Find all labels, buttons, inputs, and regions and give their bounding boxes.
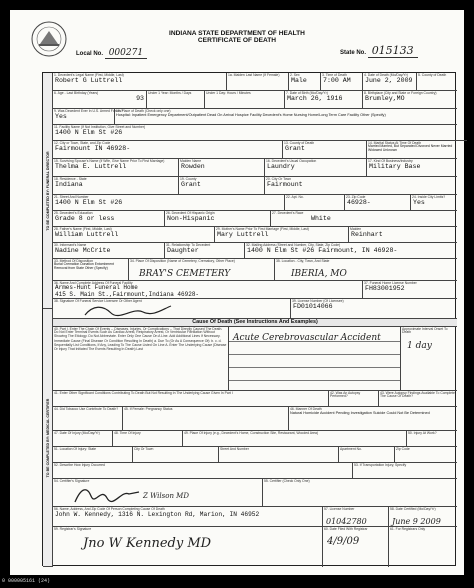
field-29b-mother-maiden: Maiden Reinhart <box>349 227 457 243</box>
field-29-mother-name: 29. Mother's Name Prior To First Marriage (First, Middle, Last) Mary Luttrell <box>215 227 349 243</box>
field-21-street: 21. Street And Number 1400 N Elm St #26 <box>53 195 285 211</box>
local-no-value: 000271 <box>105 48 147 59</box>
field-1-legal-name: 1. Decedent's Legal Name (First, Middle, Last) Robert G Luttrell <box>53 73 227 91</box>
state-no-value: 015133 <box>368 44 418 58</box>
state-title: INDIANA STATE DEPARTMENT OF HEALTH <box>169 30 305 37</box>
field-32-mailing-address: 32. Mailing Address (Street and Number, City, State, Zip Code) 1400 N Elm St #26 Fairmount, IN 46928- <box>245 243 457 259</box>
field-12-city-state-zip: 12. City or Town, State, and Zip Code Fairmount IN 46928- <box>53 141 283 159</box>
field-13-county-of-death: 13. County of Death Grant <box>283 141 367 159</box>
field-3-time-of-death: 3. Time of Death 7:00 AM <box>321 73 363 91</box>
field-22-apt: 22. Apt. No. <box>285 195 345 211</box>
field-39-licensee-number: 39. License Number (Of Licensee) FD01014066 <box>291 299 457 319</box>
field-45-pregnancy: 45. If Female: Pregnancy Status <box>123 407 289 431</box>
field-34-place-of-disposition: 34. Place Of Disposition (Name of Cemetery, Crematory, Other Place) BRAY'S CEMETERY <box>129 259 275 281</box>
certificate-title: CERTIFICATE OF DEATH <box>197 37 277 44</box>
field-6a-under-1-year: Under 1 Year: Months / Days <box>147 91 205 109</box>
field-47-injury-date: 47. Date Of Injury (Mo/Day/Yr) <box>53 431 113 447</box>
field-57-license-number: 57. License Number 01042780 <box>323 507 389 527</box>
field-51d-injury-apt: Apartment No. <box>339 447 395 463</box>
cause-of-death-band: Cause Of Death (See Instructions And Examples) <box>53 319 457 327</box>
certificate-sheet <box>10 10 464 575</box>
field-33-disposition-method: 33. Method Of Disposition Burial Cremation Donation Entombment Removal from State Other (Specify) <box>53 259 129 281</box>
field-26-hispanic-origin: 26. Decedent Of Hispanic Origin Non-Hispanic <box>165 211 271 227</box>
field-24-city-limits: 24. Inside City Limits? Yes <box>411 195 457 211</box>
field-40-cause-entry <box>229 327 401 391</box>
field-8-birthplace: 8. Birthplace (City and State or Foreign Country) Brumley,MO <box>363 91 457 109</box>
field-20-residence-city: 20. City Or Town Fairmount <box>265 177 457 195</box>
field-16-occupation: 16. Decedent's Usual Occupation Laundry <box>265 159 367 177</box>
field-15-spouse-name: 15. Surviving Spouse's Name (If Wife, Give Name Prior To First Marriage) Thelma E. Luttrell <box>53 159 179 177</box>
field-44-tobacco: 44. Did Tobacco Use Contribute To Death? <box>53 407 123 431</box>
field-25-education: 25. Decedent's Education Grade 8 or less <box>53 211 165 227</box>
field-46-manner: 46. Manner Of Death Natural Homicide Accident Pending Investigation Suicide Could Not Be Determined <box>289 407 457 431</box>
field-18-residence-state: 18. Residence - State Indiana <box>53 177 179 195</box>
field-58-date-certified: 58. Date Certified (Mo/Day/Yr) June 9 2009 <box>389 507 457 527</box>
field-7-date-of-birth: 7. Date of Birth (Mo/Day/Yr) March 26, 1916 <box>285 91 363 109</box>
field-17-business: 17. Kind Of Business/Industry Military Base <box>367 159 457 177</box>
field-11-facility-name: 11. Facility Name (If Not Institution, Give Street and Number) 1400 N Elm St #26 <box>53 125 467 141</box>
footer-id: 0 000005161 (24) <box>2 578 51 584</box>
state-number-block <box>340 46 418 56</box>
local-no-label: Local No. <box>76 51 104 57</box>
field-61-registrar-only: 61. For Registrars Only <box>390 526 426 531</box>
field-9-armed-forces: 9. Was Decedent Ever In U.S. Armed Forces? Yes <box>53 109 115 125</box>
field-54-certifier-signature: 54. Certifier's Signature Z Wilson MD <box>53 479 263 507</box>
field-35-disposition-location: 35. Location - City, Town, And State IBERIA, MO <box>275 259 457 281</box>
field-40-interval: Approximate Interval Onset To Death 1 day <box>401 327 457 391</box>
field-56-completer-address: 56. Name, Address, And Zip Code Of Person Completing Cause Of Death John W. Kennedy, 1316 N. Lexington Rd, Marion, IN 46952 <box>53 507 323 527</box>
side-label-decedent: TO BE COMPLETED BY: FUNERAL DIRECTOR <box>43 73 53 309</box>
field-14-marital-status: 14. Marital Status At Time Of Death Married Married, But Separated Divorced Never Married Widowed Unknown <box>367 141 457 159</box>
local-number-block <box>76 48 147 58</box>
field-59-registrar-signature: 59. Registrar's Signature Jno W Kennedy MD <box>53 527 323 567</box>
field-30-informant: 30. Informant's Name Nadine McCrite <box>53 243 165 259</box>
field-6b-under-1-day: Under 1 Day: Hours / Minutes <box>205 91 285 109</box>
field-38-licensee-signature: 38. Signature Of Funeral Service Licensee Or Other Agent <box>53 299 291 319</box>
field-4-date-of-death: 4. Date of Death (Mo/Day/Yr) June 2, 2009 <box>363 73 417 91</box>
state-no-label: State No. <box>340 50 367 56</box>
field-43-autopsy-findings: 43. Were Autopsy Findings Available To Complete The Cause Of Death? <box>379 391 457 407</box>
field-2-sex: 2. Sex Male <box>289 73 321 91</box>
death-certificate-form <box>42 72 456 566</box>
field-36-funeral-facility: 36. Name And Complete Address Of Funeral Facility Armes-Hunt Funeral Home 415 S. Main St.,Fairmount,Indiana 46928- <box>53 281 363 299</box>
field-52-injury-description: 52. Describe How Injury Occurred <box>53 463 353 479</box>
field-40-instructions: 40. Part I. Enter The Chain Of Events -- Diseases, Injuries, Or Complications -- That Directly Caused The Death. Do Not Enter Terminal Events Such As Cardiac Arrest, Respiratory Arrest, Or Ventricular Fibrillation Without Showing The Etiology. Do Not Abbreviate. Enter Only One Cause On A Line. Add Additional Lines If Necessary. Immediate Cause (Final Disease Or Condition Resulting In Death) a. Due To (Or As A Consequence Of): b. c. d. Sequentially List Conditions, If Any, Leading To The Cause Listed On Line A. Enter The Underlying Cause (Disease Or Injury That Initiated The Events Resulting In Death) Last <box>53 327 229 391</box>
field-27-race: 27. Decedent's Race White <box>271 211 457 227</box>
field-6-age: 6. Age - Last Birthday (Years) 93 <box>53 91 147 109</box>
field-60-date-filed: 60. Date Filed With Registrar 4/9/09 <box>323 527 389 567</box>
field-41-other-conditions: 41. Enter Other Significant Conditions Contributing To Death But Not Resulting In The Underlying Cause Given In Part I <box>53 391 329 407</box>
field-51-injury-state: 51. Location Of Injury: State <box>53 447 133 463</box>
field-42-autopsy: 42. Was An Autopsy Performed? <box>329 391 379 407</box>
field-19-residence-county: 19. County Grant <box>179 177 265 195</box>
side-label-medical: TO BE COMPLETED BY: MEDICAL CERTIFIER <box>43 309 53 567</box>
field-37-funeral-license: 37. Funeral Home License Number FH83001952 <box>363 281 457 299</box>
licensee-signature-icon <box>83 303 173 317</box>
field-50-injury-work: 50. Injury At Work? <box>407 431 457 447</box>
cause-a-value: Acute Cerebrovascular Accident <box>233 333 381 343</box>
field-28-father-name: 28. Father's Name (First, Middle, Last) William Luttrell <box>53 227 215 243</box>
field-49-injury-place: 49. Place Of Injury (e.g., Decedent's Home, Construction Site, Restaurant, Wooded Area) <box>183 431 407 447</box>
field-53-transportation: 53. If Transportation Injury, Specify <box>353 463 457 479</box>
field-48-injury-time: 48. Time Of Injury <box>113 431 183 447</box>
field-55-certifier-type: 55. Certifier (Check Only One) <box>263 479 457 507</box>
field-51e-injury-zip: Zip Code <box>395 447 457 463</box>
field-15b-spouse-maiden: Maiden Name Rowden <box>179 159 265 177</box>
field-51c-injury-street: Street And Number <box>219 447 339 463</box>
field-10-place-of-death: 10. Place of Death (Check only one) Hospital: Inpatient Emergency Department/Outpatient Dead On Arrival Hospice Facility Decedent's Home Nursing Home/Long Term Care Facility Other (Specify) <box>115 109 457 125</box>
field-23-zip: 23. Zip Code 46928- <box>345 195 411 211</box>
field-31-relationship: 31. Relationship To Decedent Daughter <box>165 243 245 259</box>
field-51b-injury-city: City Or Town <box>133 447 219 463</box>
field-5-county: 5. County of Death <box>417 73 457 91</box>
certifier-signature-icon <box>73 484 143 504</box>
field-1a-maiden-name: 1a. Maiden Last Name (If Female) <box>227 73 289 91</box>
